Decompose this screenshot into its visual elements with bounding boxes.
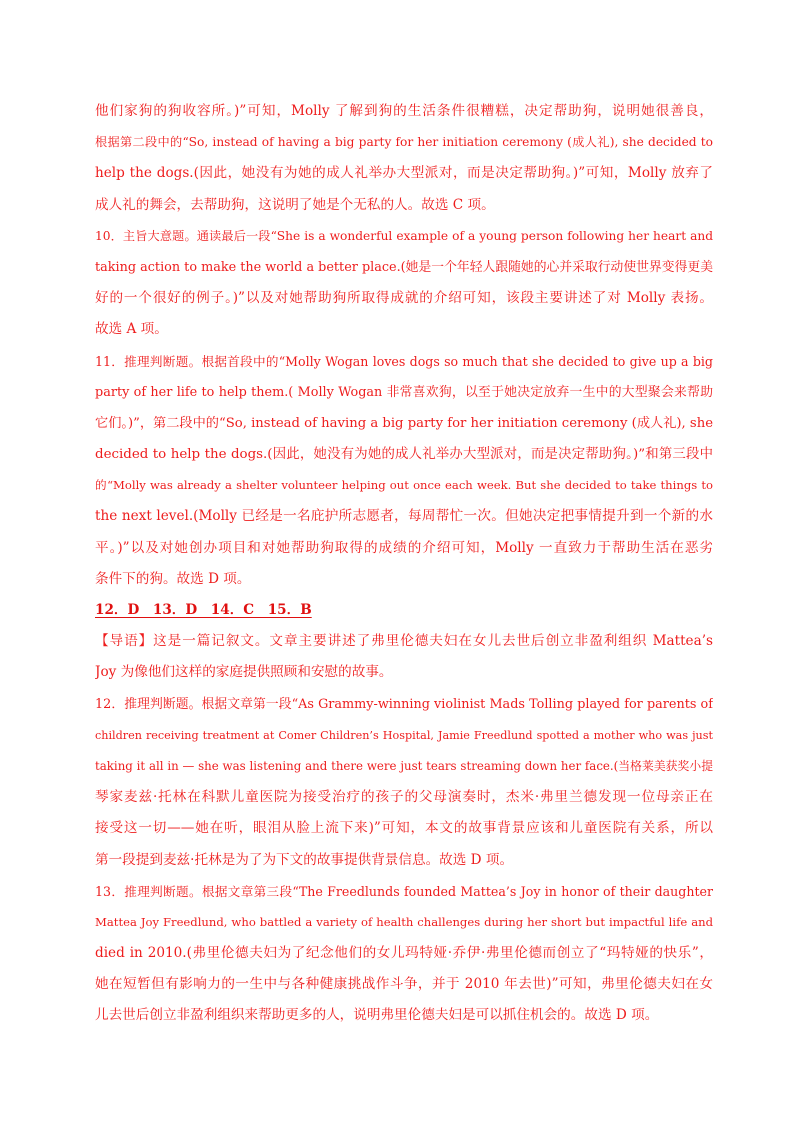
text-line: 11．推理判断题。根据首段中的“Molly Wogan loves dogs so much that she decided to give up a big (95, 353, 713, 369)
text-line: 他们家狗的狗收容所。)”可知，Molly 了解到狗的生活条件很糟糕，决定帮助狗，说明她很善良， (95, 103, 713, 119)
text-line: 琴家麦兹·托林在科默儿童医院为接受治疗的孩子的父母演奏时，杰米·弗里兰德发现一位母亲正在 (95, 789, 713, 806)
text-line: 接受这一切——她在听，眼泪从脸上流下来)”可知，本文的故事背景应该和儿童医院有关系，所以 (95, 820, 713, 837)
text-line: help the dogs.(因此，她没有为她的成人礼举办大型派对，而是决定帮助狗。)”可知，Molly 放弃了 (95, 165, 713, 182)
paragraph-q12 (95, 689, 713, 876)
answer-key: 12．D 13．D 14．C 15．B (95, 602, 312, 618)
text-line: 它们。)”，第二段中的“So, instead of having a big party for her initiation ceremony (成人礼), she (95, 415, 713, 431)
text-line: 条件下的狗。故选 D 项。 (95, 570, 251, 587)
text-line: decided to help the dogs.(因此，她没有为她的成人礼举办大型派对，而是决定帮助狗。)”和第三段中 (95, 447, 713, 463)
text-line: 10．主旨大意题。通读最后一段“She is a wonderful example of a young person following her heart and (95, 228, 713, 243)
paragraph-q11 (95, 346, 713, 596)
text-line: party of her life to help them.( Molly Wogan 非常喜欢狗，以至于她决定放弃一生中的大型聚会来帮助 (95, 384, 713, 400)
text-line: 成人礼的舞会，去帮助狗，这说明了她是个无私的人。故选 C 项。 (95, 196, 495, 213)
text-line: died in 2010.(弗里伦德夫妇为了纪念他们的女儿玛特娅·乔伊·弗里伦德而创立了“玛特娅的快乐”， (95, 945, 713, 962)
text-line: children receiving treatment at Comer Children’s Hospital, Jamie Freedlund spotted a mother who was just (95, 728, 713, 742)
text-line: 第一段提到麦兹·托林是为了为下文的故事提供背景信息。故选 D 项。 (95, 851, 514, 868)
paragraph-q13 (95, 876, 713, 1032)
text-line: Mattea Joy Freedlund, who battled a variety of health challenges during her short but impactful life and (95, 914, 713, 929)
answer-key-line (95, 595, 713, 626)
text-line: 的“Molly was already a shelter volunteer helping out once each week. But she decided to take things to (95, 478, 713, 493)
text-line: taking it all in — she was listening and there were just tears streaming down her face.(当格莱美获奖小提 (95, 758, 713, 773)
text-line: 平。)”以及对她创办项目和对她帮助狗取得的成绩的介绍可知，Molly 一直致力于帮助生活在恶劣 (95, 539, 713, 556)
text-line: Joy 为像他们这样的家庭提供照顾和安慰的故事。 (95, 664, 393, 681)
text-line: 根据第二段中的“So, instead of having a big party for her initiation ceremony (成人礼), she decided to (95, 135, 713, 150)
text-line: 故选 A 项。 (95, 321, 168, 338)
document-body (95, 96, 713, 1032)
text-line: 13．推理判断题。根据文章第三段“The Freedlunds founded Mattea’s Joy in honor of their daughter (95, 883, 713, 899)
paragraph-q9-continued (95, 96, 713, 221)
text-line: 好的一个很好的例子。)”以及对她帮助狗所取得成就的介绍可知，该段主要讲述了对 Molly 表扬。 (95, 290, 713, 307)
text-line: 12．推理判断题。根据文章第一段“As Grammy-winning violinist Mads Tolling played for parents of (95, 696, 713, 712)
paragraph-q10 (95, 221, 713, 346)
text-line: 【导语】这是一篇记叙文。文章主要讲述了弗里伦德夫妇在女儿去世后创立非盈利组织 Mattea’s (95, 633, 713, 650)
text-line: taking action to make the world a better place.(她是一个年轻人跟随她的心并采取行动使世界变得更美 (95, 259, 713, 275)
text-line: 儿去世后创立非盈利组织来帮助更多的人，说明弗里伦德夫妇是可以抓住机会的。故选 D 项。 (95, 1007, 659, 1024)
text-line: 她在短暂但有影响力的一生中与各种健康挑战作斗争，并于 2010 年去世)”可知，弗里伦德夫妇在女 (95, 976, 713, 993)
paragraph-guide (95, 626, 713, 688)
text-line: the next level.(Molly 已经是一名庇护所志愿者，每周帮忙一次。但她决定把事情提升到一个新的水 (95, 508, 713, 525)
